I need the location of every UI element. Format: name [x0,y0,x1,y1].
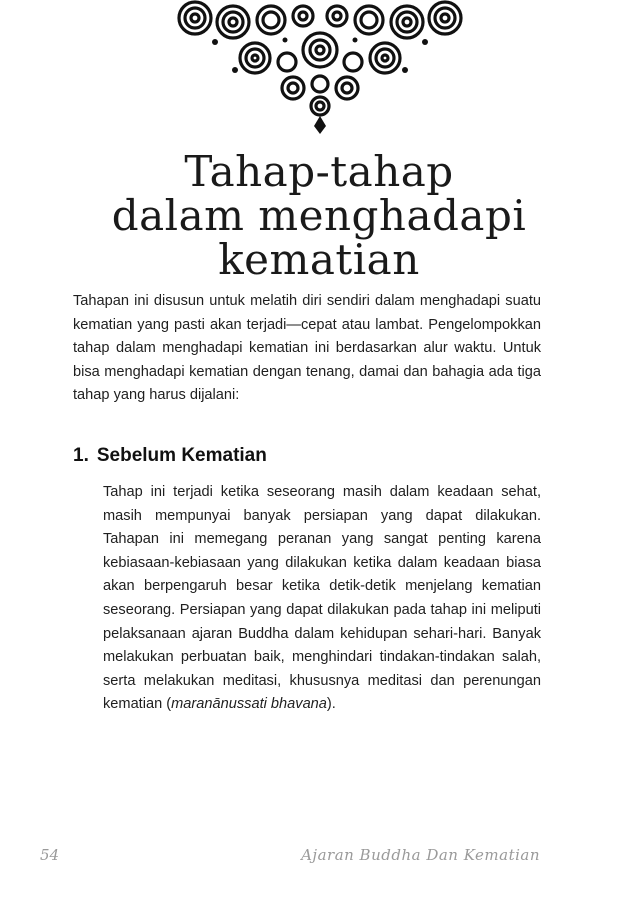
pali-term: maranānussati bhavana [171,696,327,713]
title-line-3: kematian [218,235,420,284]
decorative-swirl-ornament [175,0,465,135]
section-heading-1 [73,445,267,467]
section-1-text: Tahap ini terjadi ketika seseorang masih dalam keadaan sehat, masih mempunyai banyak persiapan yang dapat dilakukan. Tahapan ini memegang peranan yang sangat penting karena kebiasaan-kebiasaan yang dilakukan ketika dalam keadaan biasa akan berpengaruh besar ketika detik-detik menjelang kematian seseorang. Persiapan yang dapat dilakukan pada tahap ini meliputi pelaksanaan ajaran Buddha dalam kehidupan sehari-hari. Banyak melakukan perbuatan baik, menghindari tindakan-tindakan salah, serta melakukan meditasi, khususnya meditasi dan perenungan kematian ( [103,484,541,713]
section-number: 1. [73,445,89,466]
section-1-text-end: ). [326,696,336,713]
page-title [60,147,578,284]
running-footer-book-title: Ajaran Buddha Dan Kematian [301,846,540,864]
title-line-2: dalam menghadapi [111,191,527,240]
title-line-1: Tahap-tahap [184,147,454,196]
section-1-paragraph [103,481,541,717]
section-title: Sebelum Kematian [96,445,267,466]
intro-paragraph: Tahapan ini disusun untuk melatih diri sendiri dalam menghadapi suatu kematian yang pasti akan terjadi—cepat atau lambat. Pengelompokkan tahap dalam menghadapi kematian ini berdasarkan alur waktu. Untuk bisa menghadapi kematian dengan tenang, damai dan bahagia ada tiga tahap yang harus dijalani: [73,293,541,404]
page-number: 54 [40,846,60,864]
